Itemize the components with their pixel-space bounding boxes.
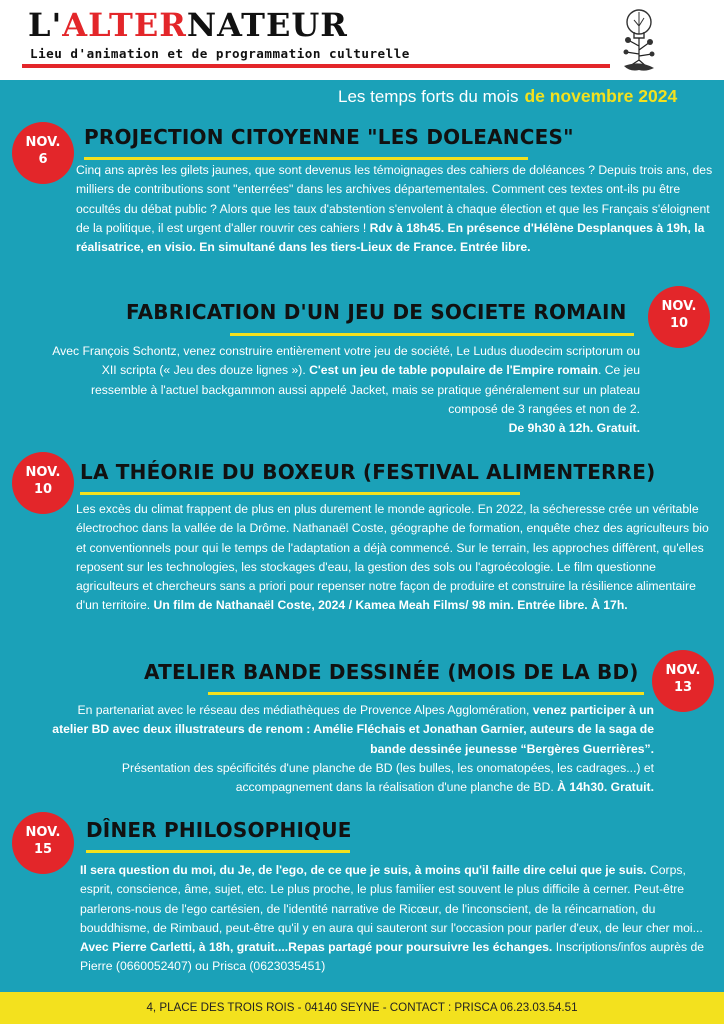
event-2-date-badge bbox=[648, 286, 710, 348]
event-4-title: ATELIER BANDE DESSINÉE (MOIS DE LA BD) bbox=[144, 660, 639, 684]
event-2-text-b: . Ce jeu ressemble à l'actuel backgammon aussi appelé Jacket, mais se pratique généralement sur un plateau composé de 3 rangées et non de 2. bbox=[90, 363, 640, 416]
lightbulb-tree-icon bbox=[616, 6, 662, 74]
event-4-description bbox=[40, 701, 654, 797]
event-5-text-b: Inscriptions/infos auprès de Pierre (0660052407) ou Prisca (0623035451) bbox=[80, 940, 705, 974]
event-2-text-a: Avec François Schontz, venez construire entièrement votre jeu de société, Le Ludus duodecim scriptorum ou XII scripta (« Jeu des douze lignes »). bbox=[52, 344, 640, 378]
event-3-underline bbox=[80, 492, 520, 495]
event-5-bold-b: Avec Pierre Carletti, à 18h, gratuit....Repas partagé pour poursuivre les échanges. bbox=[80, 940, 553, 955]
event-3-bold: Un film de Nathanaël Coste, 2024 / Kamea Meah Films/ 98 min. Entrée libre. À 17h. bbox=[153, 598, 628, 613]
event-2-date-month: NOV. bbox=[661, 299, 697, 314]
event-4-bold-a: venez participer à un atelier BD avec deux illustrateurs de renom : Amélie Fléchais et Jonathan Garnier, auteurs de la saga de bande dessinée jeunesse “Bergères Guerrières”. bbox=[52, 703, 654, 756]
event-1-date-badge bbox=[12, 122, 74, 184]
event-1-text: Cinq ans après les gilets jaunes, que sont devenus les témoignages des cahiers de doléances ? Depuis trois ans, des milliers de contributions sont "enterrées" dans les archives départementales. Comment ces textes ont-ils pu être occultés du débat public ? Alors que les taux d'abstention s'envolent à chaque élection et que les Français s'éloignent de la politique, il est urgent d'aller rouvrir ces cahiers ! bbox=[76, 163, 713, 235]
event-5-underline bbox=[86, 850, 350, 853]
event-1-date-day: 6 bbox=[38, 152, 48, 167]
event-2-underline bbox=[230, 333, 634, 336]
event-5-description bbox=[80, 861, 714, 977]
event-5-date-month: NOV. bbox=[25, 825, 61, 840]
logo-part2: ALTER bbox=[62, 6, 187, 44]
event-3-date-day: 10 bbox=[33, 482, 53, 497]
event-2-date-day: 10 bbox=[669, 316, 689, 331]
event-1-description bbox=[76, 161, 716, 257]
event-4-date-badge bbox=[652, 650, 714, 712]
event-4-date-month: NOV. bbox=[665, 663, 701, 678]
event-4-text-b: Présentation des spécificités d'une planche de BD (les bulles, les onomatopées, les cadrages...) et accompagnement dans la réalisation d'une planche de BD. bbox=[121, 760, 654, 795]
month-heading bbox=[338, 86, 677, 107]
event-2-title: FABRICATION D'UN JEU DE SOCIETE ROMAIN bbox=[126, 300, 627, 324]
event-3-description bbox=[76, 500, 716, 616]
event-1-underline bbox=[84, 157, 528, 160]
event-3-text: Les excès du climat frappent de plus en plus durement le monde agricole. En 2022, la sécheresse crée un véritable électrochoc dans la vallée de la Drôme. Nathanaël Coste, géographe de formation, enquête chez des agriculteurs bio et conventionnels pour qui le temps de l'adaptation a déjà commencé. Sur le terrain, les approches diffèrent, qu'elles reposent sur les technologies, les stockages d'eau, la gestion des sols ou l'agroécologie. Le film questionne agriculteurs et chercheurs sans a priori pour repenser notre façon de produire et construire la résilience alimentaire d'un territoire. bbox=[76, 502, 709, 613]
event-2-bold-a: C'est un jeu de table populaire de l'Empire romain bbox=[309, 363, 598, 378]
event-2-description bbox=[50, 342, 640, 438]
event-4-underline bbox=[208, 692, 644, 695]
event-4-bold-b: À 14h30. Gratuit. bbox=[557, 780, 654, 795]
event-4-text-a: En partenariat avec le réseau des médiathèques de Provence Alpes Agglomération, bbox=[77, 703, 533, 717]
logo bbox=[28, 4, 348, 46]
event-5-date-day: 15 bbox=[33, 842, 53, 857]
month-prefix: Les temps forts du mois bbox=[338, 87, 519, 106]
event-4-date-day: 13 bbox=[673, 680, 693, 695]
event-5-date-badge bbox=[12, 812, 74, 874]
event-1-title: PROJECTION CITOYENNE "LES DOLEANCES" bbox=[84, 125, 574, 149]
event-5-title: DÎNER PHILOSOPHIQUE bbox=[86, 818, 352, 842]
month-highlight: de novembre 2024 bbox=[524, 86, 678, 106]
event-3-date-badge bbox=[12, 452, 74, 514]
logo-part3: NATEUR bbox=[186, 6, 348, 44]
event-3-date-month: NOV. bbox=[25, 465, 61, 480]
logo-part1: L' bbox=[28, 6, 63, 44]
footer bbox=[0, 992, 724, 1024]
event-3-title: LA THÉORIE DU BOXEUR (FESTIVAL ALIMENTERRE) bbox=[80, 460, 656, 484]
header-divider bbox=[22, 64, 610, 68]
event-5-bold-a: Il sera question du moi, du Je, de l'ego, de ce que je suis, à moins qu'il faille dire celui que je suis. bbox=[80, 863, 647, 877]
event-5-text-a: Corps, esprit, conscience, âme, sujet, etc. Le plus proche, le plus familier est souvent le plus difficile à cerner. Peut-être parlerons-nous de l'ego cartésien, de l'identité narrative de Ricœur, de l'inconscient, de la réincarnation, du bouddhisme, de Rimbaud, peut-être qu'il y en aura qui sauteront sur l'occasion pour parler d'eux, de leur cher moi... bbox=[80, 863, 703, 935]
event-1-date-month: NOV. bbox=[25, 135, 61, 150]
footer-address: 4, PLACE DES TROIS ROIS - 04140 SEYNE - CONTACT : PRISCA 06.23.03.54.51 bbox=[146, 1001, 578, 1014]
event-2-bold-b: De 9h30 à 12h. Gratuit. bbox=[508, 421, 640, 436]
header bbox=[0, 0, 724, 80]
event-1-bold: Rdv à 18h45. En présence d'Hélène Desplanques à 19h, la réalisatrice, en visio. En simultané dans les tiers-Lieux de France. Entrée libre. bbox=[76, 220, 705, 255]
subtitle: Lieu d'animation et de programmation culturelle bbox=[30, 46, 410, 61]
